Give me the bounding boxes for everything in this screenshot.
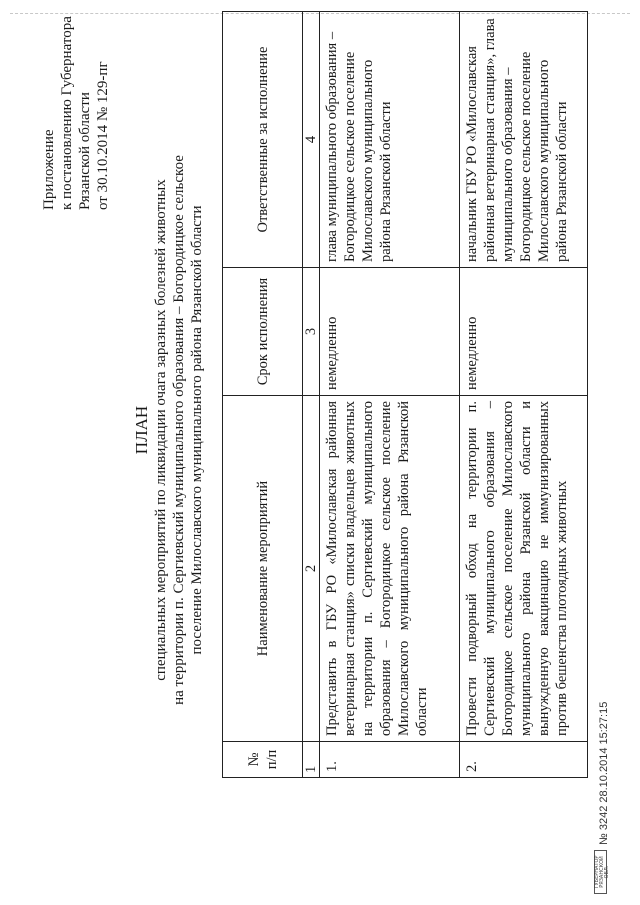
registration-stamp [594,850,610,894]
row-num: 1. [320,742,460,778]
row-term: немедленно [320,268,460,396]
column-number: 3 [303,268,320,396]
stamp-line-2: РЯЗАНСКОЙ ОБЛ. [599,856,610,888]
appendix-line-1: Приложение [41,129,57,210]
header-name: Наименование мероприятий [223,396,303,742]
plan-table [222,11,588,778]
column-number: 1 [303,742,320,778]
header-num: № п/п [223,742,303,778]
row-name: Представить в ГБУ РО «Милославская районная ветеринарная станция» списки владельцев животных на территории п. Сергиевский муниципального образования – Богородицкое сельское поселение Милославского муниципального района Рязанской области [320,396,460,742]
registration-number: № 3242 28.10.2014 15:27:15 [598,701,610,845]
row-responsible: глава муниципального образования – Богородицкое сельское поселение Милославского муниципального района Рязанской области [320,12,460,268]
plan-heading: ПЛАН [132,405,151,455]
row-responsible: начальник ГБУ РО «Милославская районная ветеринарная станция», глава муниципального образования – Богородицкое сельское поселение Милославского муниципального района Рязанской области [460,12,588,268]
appendix-line-3: Рязанской области [77,92,93,210]
header-responsible: Ответственные за исполнение [223,12,303,268]
appendix-line-2: к постановлению Губернатора [59,16,75,210]
appendix-block [40,16,112,210]
row-term: немедленно [460,268,588,396]
plan-subtitle-line-3: поселение Милославского муниципального района Рязанской области [189,205,205,655]
plan-subtitle-line-1: специальных мероприятий по ликвидации очага заразных болезней животных [153,179,169,681]
appendix-line-4: от 30.10.2014 № 129-пг [95,61,111,210]
table-row [460,12,588,778]
table-row [320,12,460,778]
column-numbers-row [303,12,320,778]
stamp-line-1: ГУБЕРНАТОР [594,855,600,889]
row-name: Провести подворный обход на территории п. Сергиевский муниципального образования – Богородицкое сельское поселение Милославского муниципального района Рязанской области и вынужденную вакцинацию не иммунизированных против бешенства плотоядных животных [460,396,588,742]
column-number: 2 [303,396,320,742]
column-number: 4 [303,12,320,268]
plan-subtitle-line-2: на территории п. Сергиевский муниципального образования – Богородицкое сельское [171,155,187,705]
header-term: Срок исполнения [223,268,303,396]
row-num: 2. [460,742,588,778]
